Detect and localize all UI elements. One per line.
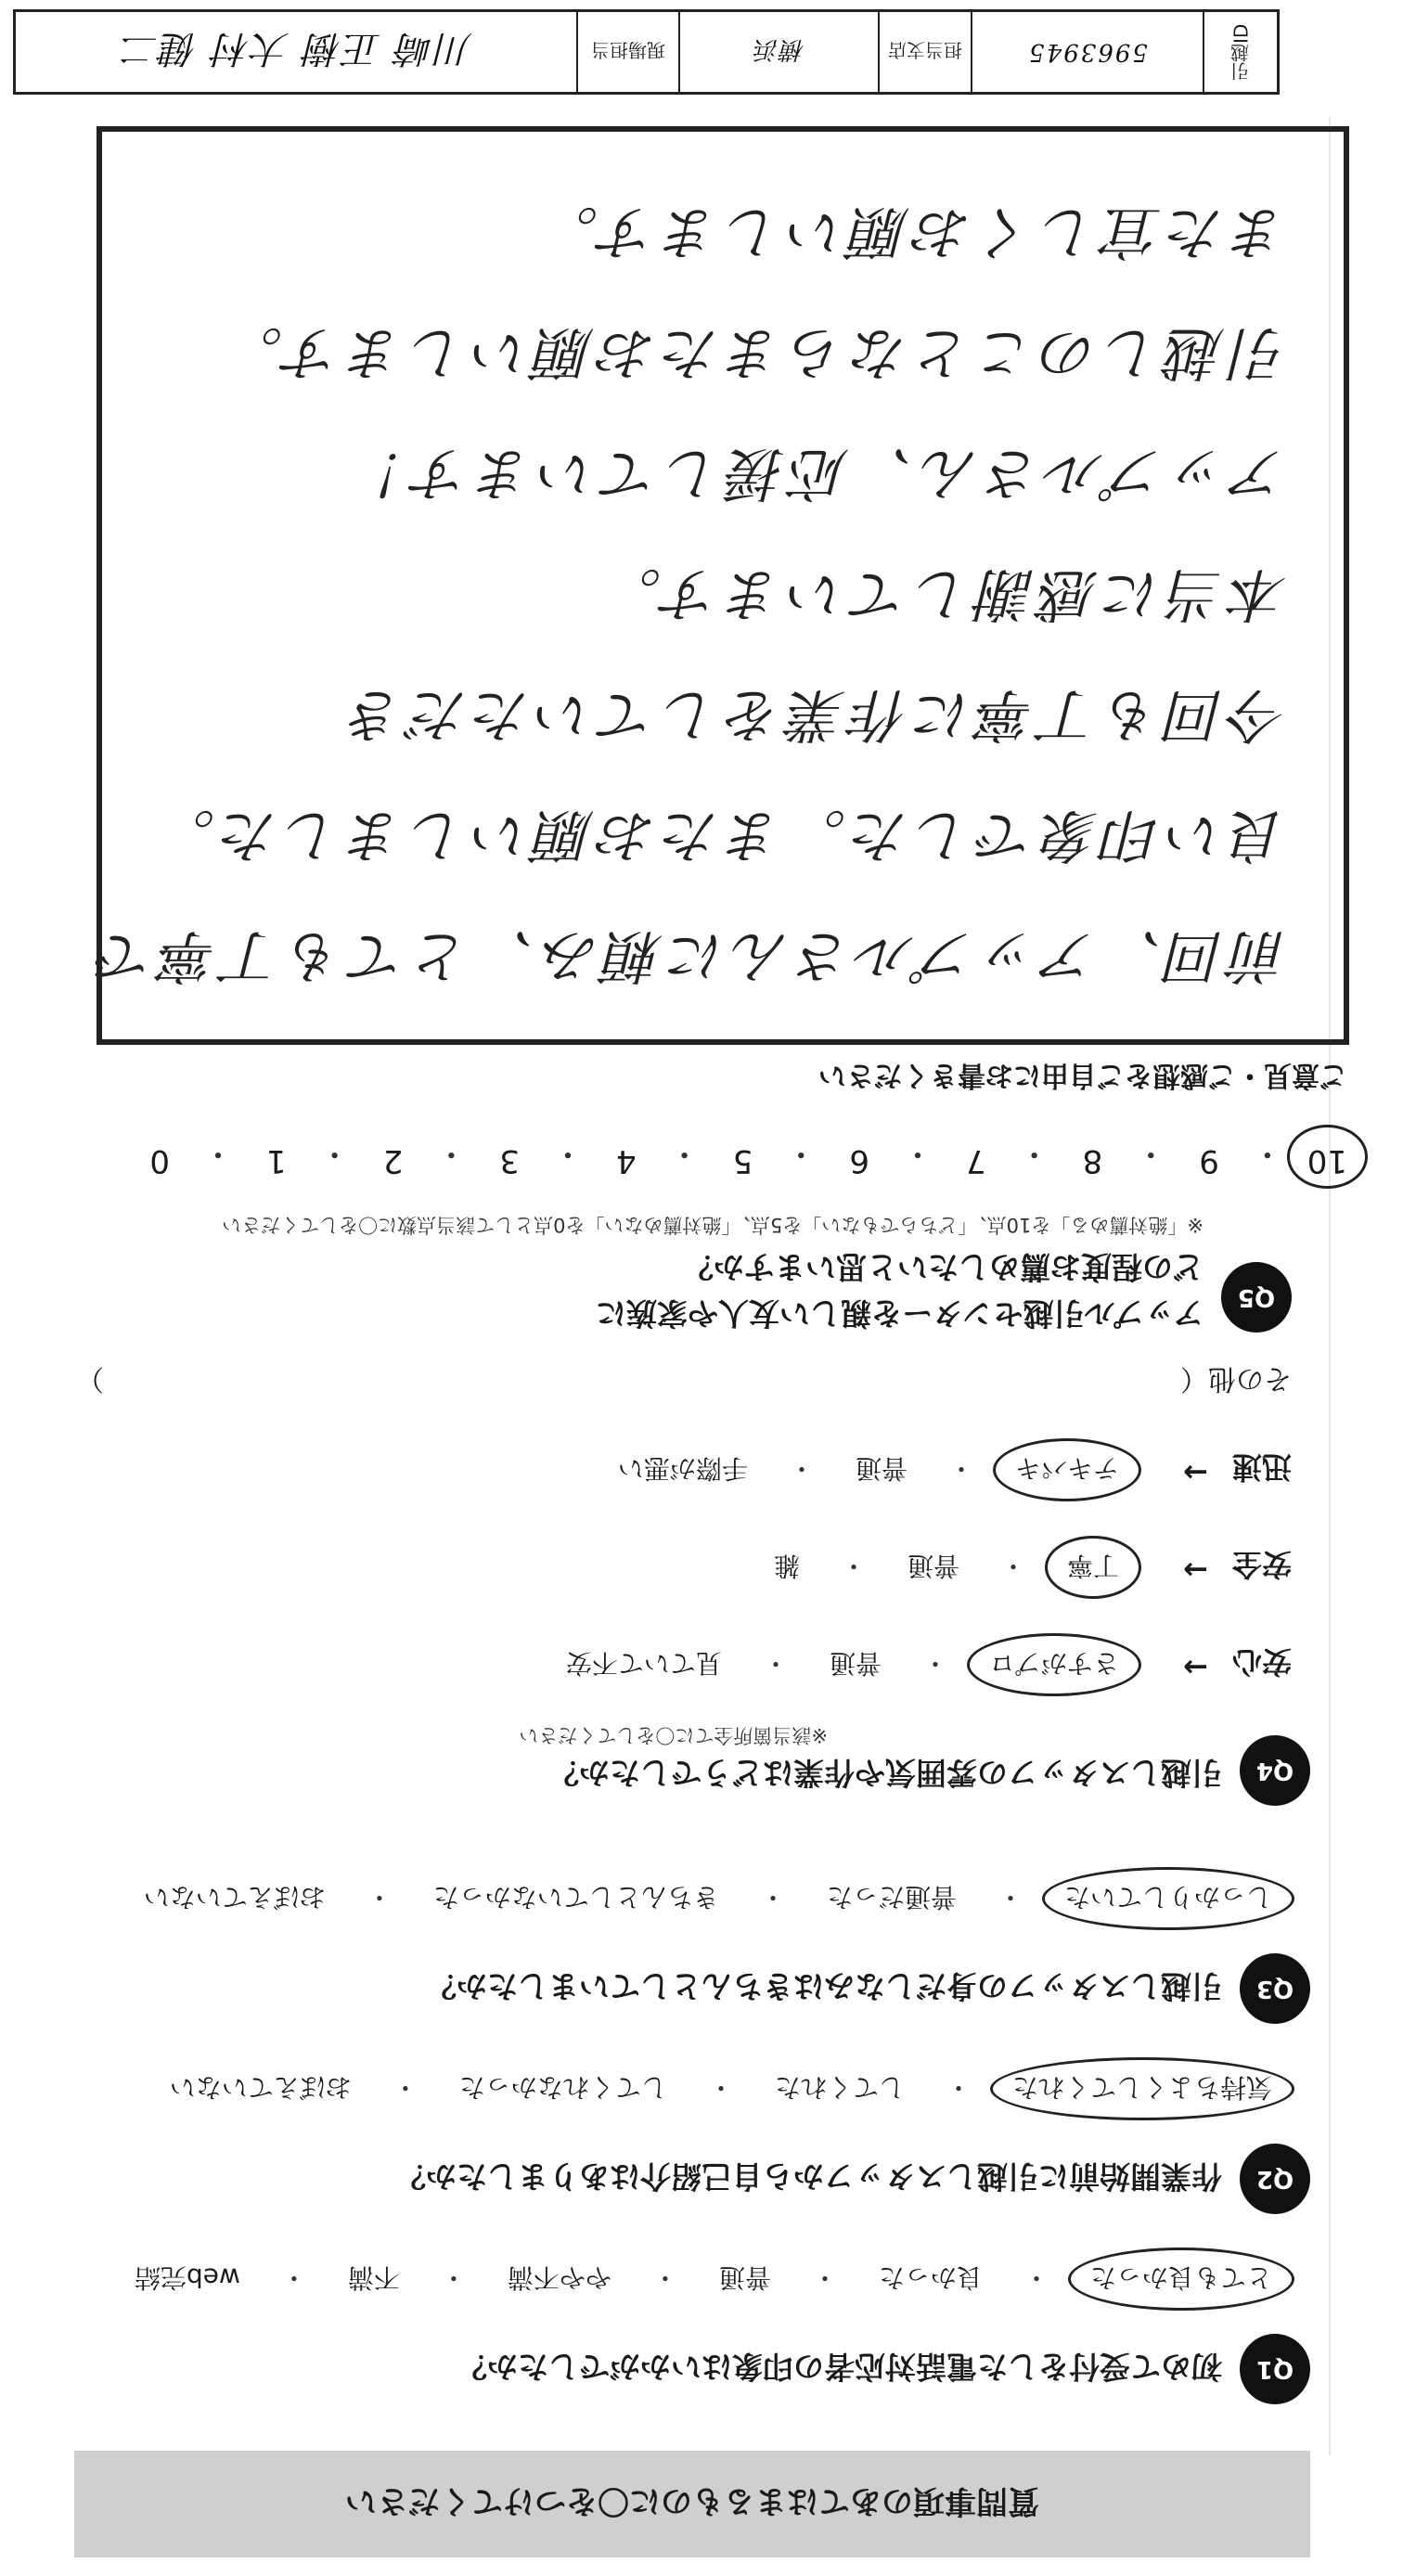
q3-option-1[interactable]: しっかりしていた — [1059, 1880, 1278, 1917]
q5-score-2[interactable]: 2 — [382, 1142, 404, 1179]
q4-row2-arrow: → — [1183, 1552, 1208, 1588]
q3-text: 引越しスタッフの身だしなみはきちんとしていましたか？ — [426, 1968, 1222, 2004]
q4-row3-option-1[interactable]: テキパキ — [1010, 1451, 1125, 1488]
q1-option-4[interactable]: やや不満 — [507, 2262, 611, 2293]
q2-option-1[interactable]: 気持ちよくしてくれた — [1007, 2070, 1278, 2107]
q5-score-5[interactable]: 5 — [732, 1142, 753, 1179]
q4-row1-label: 安心 — [1231, 1644, 1292, 1680]
comment-line-5: アップルさん、応援しています！ — [344, 440, 1288, 508]
comment-box[interactable] — [92, 126, 1349, 1045]
comment-line-7: また宜しくお願いします。 — [534, 199, 1288, 266]
q1-option-6[interactable]: web完結 — [134, 2262, 240, 2293]
q1-options: とても良かった ・ 良かった ・ 普通 ・ やや不満 ・ 不満 ・ web完結 — [129, 2260, 1278, 2298]
q5-score-10[interactable]: 10 — [1307, 1134, 1347, 1179]
q4-row1-option-3[interactable]: 見ていて不安 — [565, 1648, 722, 1679]
q4-row3-options: テキパキ ・ 普通 ・ 手際が悪い — [612, 1451, 1125, 1488]
q1-text: 初めて受付をした電話対応者の印象はいかがでしたか？ — [457, 2349, 1222, 2385]
q1-option-3[interactable]: 普通 — [718, 2262, 771, 2293]
q5-scale-separator: ・ — [1251, 1135, 1283, 1172]
q5-score-4[interactable]: 4 — [615, 1142, 637, 1179]
comment-line-1: 前回、アップルさんに頼み、とても丁寧で — [92, 922, 1288, 990]
q5-scale-separator: ・ — [1018, 1135, 1050, 1172]
branch-value: 横浜 — [678, 12, 878, 92]
q5-score-1[interactable]: 1 — [266, 1142, 287, 1179]
q5-score-6[interactable]: 6 — [849, 1142, 869, 1179]
q2-option-2[interactable]: してくれた — [774, 2072, 905, 2103]
q4-row2-label: 安全 — [1231, 1547, 1292, 1582]
q5-score-8[interactable]: 8 — [1082, 1142, 1103, 1179]
q5-score-9[interactable]: 9 — [1199, 1142, 1219, 1179]
q5-text-line2: どの程度お薦めしたいと思いますか？ — [683, 1249, 1203, 1285]
q2-option-4[interactable]: おぼえていない — [169, 2072, 352, 2103]
q5-scale-separator: ・ — [785, 1135, 817, 1172]
q2-options: 気持ちよくしてくれた ・ してくれた ・ してくれなかった ・ おぼえていない — [164, 2070, 1278, 2107]
q4-row3-arrow: → — [1183, 1455, 1208, 1490]
q2-option-3[interactable]: してくれなかった — [458, 2072, 667, 2103]
q4-row1-option-1[interactable]: さすがプロ — [984, 1646, 1125, 1683]
comment-line-6: 引越しのことならまたお願いします。 — [219, 319, 1288, 387]
staff-label: 現場担当 — [576, 12, 678, 92]
q4-note: ※該当箇所全てに〇をしてください — [519, 1724, 828, 1746]
q5-scale-separator: ・ — [551, 1135, 584, 1172]
q4-row3-option-2[interactable]: 普通 — [855, 1453, 907, 1484]
comment-line-3: 今回も丁寧に作業をしていただき — [341, 681, 1288, 749]
q5-scale — [141, 1134, 1347, 1179]
header-id-table — [13, 9, 1280, 95]
q4-badge: Q4 — [1240, 1735, 1310, 1806]
q4-row1-arrow: → — [1183, 1650, 1208, 1685]
q1-option-5[interactable]: 不満 — [347, 2262, 400, 2293]
q4-text: 引越しスタッフの雰囲気や作業はどうでしたか？ — [548, 1755, 1222, 1791]
q4-row3-option-3[interactable]: 手際が悪い — [617, 1453, 748, 1484]
q2-text: 作業開始前に引越しスタッフから自己紹介はありましたか？ — [395, 2158, 1222, 2195]
q5-score-3[interactable]: 3 — [499, 1142, 520, 1179]
staff-value: 川崎 正樹 大村 健二 — [119, 27, 473, 71]
q5-badge: Q5 — [1221, 1262, 1292, 1333]
q5-scale-separator: ・ — [318, 1135, 351, 1172]
questions-header — [74, 2451, 1310, 2557]
q4-row3-label: 迅速 — [1231, 1449, 1292, 1485]
q4-row2-option-3[interactable]: 雑 — [773, 1551, 800, 1581]
q4-row1-option-2[interactable]: 普通 — [829, 1648, 882, 1679]
q5-score-0[interactable]: 0 — [149, 1142, 170, 1179]
q5-text-line1: アップル引越センターを親しい友人や家族に — [595, 1295, 1203, 1332]
comment-title: ご意見・ご感想をご自由にお書きください — [818, 1059, 1347, 1091]
q3-badge: Q3 — [1240, 1953, 1310, 2024]
q5-score-7[interactable]: 7 — [965, 1142, 986, 1179]
q3-option-4[interactable]: おぼえていない — [143, 1882, 326, 1913]
q3-options: しっかりしていた ・ 普通だった ・ きちんとしていなかった ・ おぼえていない — [138, 1880, 1278, 1917]
comment-line-4: 本当に感謝しています。 — [598, 560, 1288, 628]
q5-note: ※「絶対薦める」を10点、「どちらでもない」を5点、「絶対薦めない」を0点として該当点数に〇をしてください — [222, 1214, 1203, 1236]
branch-label: 担当支店 — [878, 12, 971, 92]
q4-other-label: その他（ — [1180, 1362, 1292, 1395]
q5-scale-separator: ・ — [668, 1135, 701, 1172]
q5-scale-separator: ・ — [901, 1135, 933, 1172]
q5-scale-separator: ・ — [1135, 1135, 1167, 1172]
q3-option-2[interactable]: 普通だった — [826, 1882, 957, 1913]
q4-row1-options: さすがプロ ・ 普通 ・ 見ていて不安 — [560, 1646, 1125, 1683]
q3-option-3[interactable]: きちんとしていなかった — [432, 1882, 719, 1913]
q2-badge: Q2 — [1240, 2144, 1310, 2214]
q5-scale-separator: ・ — [202, 1135, 234, 1172]
id-label: 引越ID — [1203, 12, 1277, 92]
id-value: 5963945 — [971, 12, 1203, 92]
q1-option-2[interactable]: 良かった — [878, 2262, 983, 2293]
q4-row2-option-2[interactable]: 普通 — [907, 1551, 959, 1581]
q4-row2-option-1[interactable]: 丁寧 — [1062, 1549, 1125, 1586]
q4-row2-options: 丁寧 ・ 普通 ・ 雑 — [768, 1549, 1125, 1586]
q1-badge: Q1 — [1240, 2334, 1310, 2404]
q5-scale-separator: ・ — [435, 1135, 468, 1172]
questions-header-text: 質問事項のあてはまるものに〇をつけてください — [345, 2482, 1039, 2519]
comment-line-2: 良い印象でした。またお願いしました。 — [151, 802, 1288, 869]
q4-other-close: ） — [76, 1362, 104, 1395]
q1-option-1[interactable]: とても良かった — [1085, 2260, 1278, 2298]
